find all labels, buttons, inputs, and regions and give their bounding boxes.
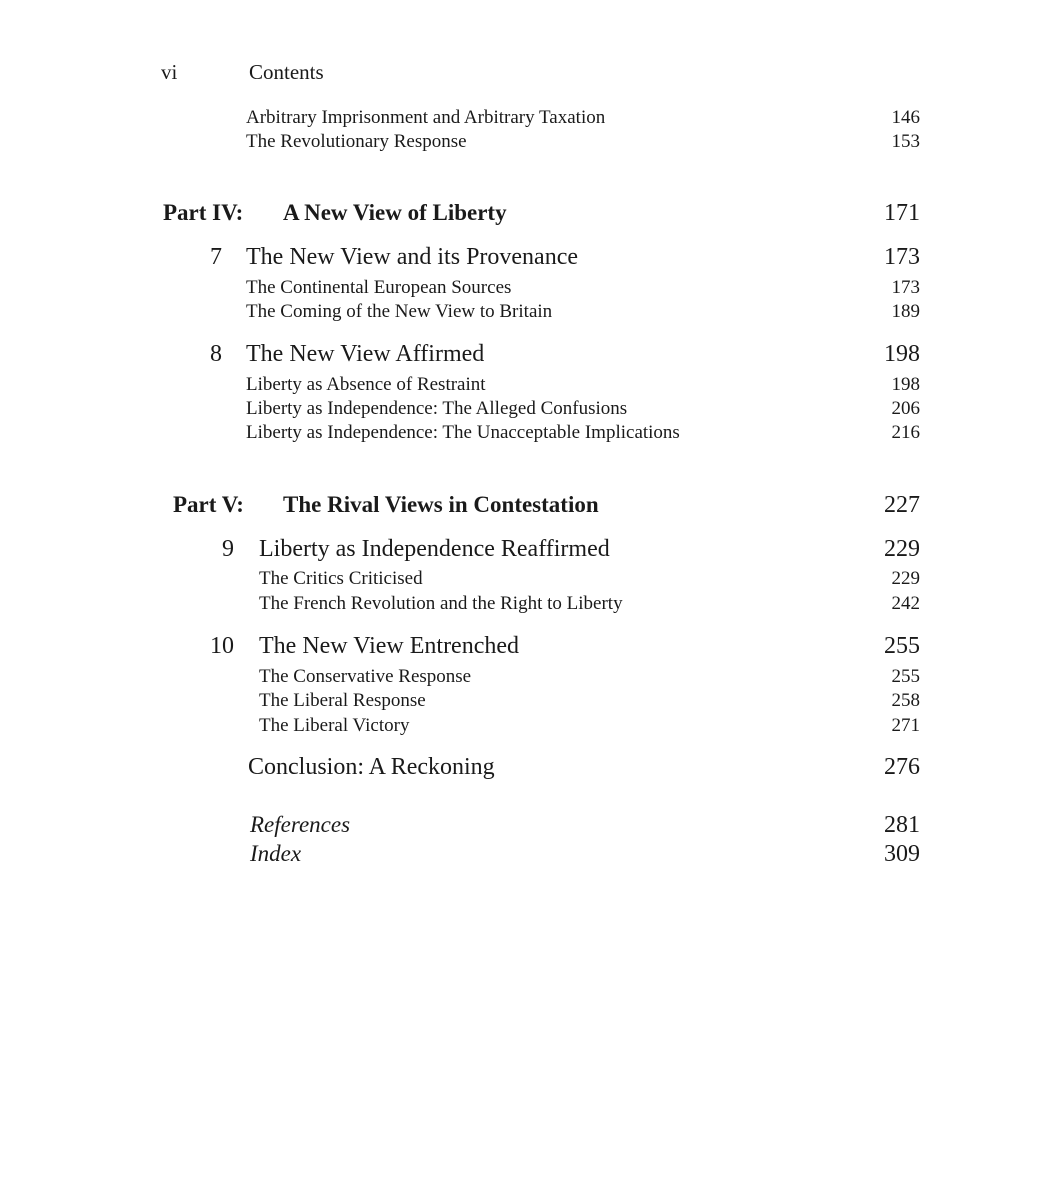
chapter-number: 8: [210, 341, 222, 367]
part-page: 171: [884, 200, 920, 226]
chapter-title: The New View Entrenched: [259, 633, 520, 659]
toc-section-page: 258: [891, 690, 920, 711]
toc-section-title: The Liberal Victory: [259, 715, 410, 736]
toc-section-page: 242: [891, 593, 920, 614]
toc-section-page: 189: [891, 301, 920, 322]
conclusion-title: Conclusion: A Reckoning: [248, 754, 495, 780]
references-title: References: [250, 812, 351, 837]
chapter-page: 229: [884, 536, 920, 562]
part-label: Part V:: [173, 492, 244, 517]
chapter-title: Liberty as Independence Reaffirmed: [259, 536, 610, 562]
toc-section-page: 271: [891, 715, 920, 736]
page-number: vi: [161, 60, 178, 84]
toc-section-page: 173: [891, 277, 920, 298]
toc-section-title: The Revolutionary Response: [246, 131, 467, 152]
index-title: Index: [250, 841, 302, 866]
chapter-title: The New View and its Provenance: [246, 244, 579, 270]
references-page: 281: [884, 812, 920, 838]
chapter-page: 255: [884, 633, 920, 659]
index-page: 309: [884, 841, 920, 867]
part-title: A New View of Liberty: [283, 200, 507, 225]
toc-section-title: The Liberal Response: [259, 690, 426, 711]
toc-section-title: Arbitrary Imprisonment and Arbitrary Taxation: [246, 107, 606, 128]
conclusion-page: 276: [884, 754, 920, 780]
toc-section-title: Liberty as Absence of Restraint: [246, 374, 486, 395]
toc-section-page: 146: [891, 107, 920, 128]
toc-section-title: The Continental European Sources: [246, 277, 512, 298]
part-page: 227: [884, 492, 920, 518]
chapter-title: The New View Affirmed: [246, 341, 485, 367]
toc-section-title: The French Revolution and the Right to Liberty: [259, 593, 623, 614]
part-label: Part IV:: [163, 200, 244, 225]
chapter-page: 173: [884, 244, 920, 270]
toc-section-page: 198: [891, 374, 920, 395]
toc-section-title: The Coming of the New View to Britain: [246, 301, 553, 322]
toc-section-page: 255: [891, 666, 920, 687]
toc-section-page: 206: [891, 398, 920, 419]
toc-section-page: 216: [891, 422, 920, 443]
toc-section-title: Liberty as Independence: The Alleged Confusions: [246, 398, 628, 419]
chapter-page: 198: [884, 341, 920, 367]
chapter-number: 7: [210, 244, 222, 270]
toc-section-page: 153: [891, 131, 920, 152]
chapter-number: 9: [222, 536, 234, 562]
toc-section-title: The Conservative Response: [259, 666, 472, 687]
toc-section-title: The Critics Criticised: [259, 568, 423, 589]
part-title: The Rival Views in Contestation: [283, 492, 599, 517]
toc-section-title: Liberty as Independence: The Unacceptable Implications: [246, 422, 680, 443]
running-title: Contents: [249, 60, 324, 84]
toc-section-page: 229: [891, 568, 920, 589]
chapter-number: 10: [210, 633, 234, 659]
